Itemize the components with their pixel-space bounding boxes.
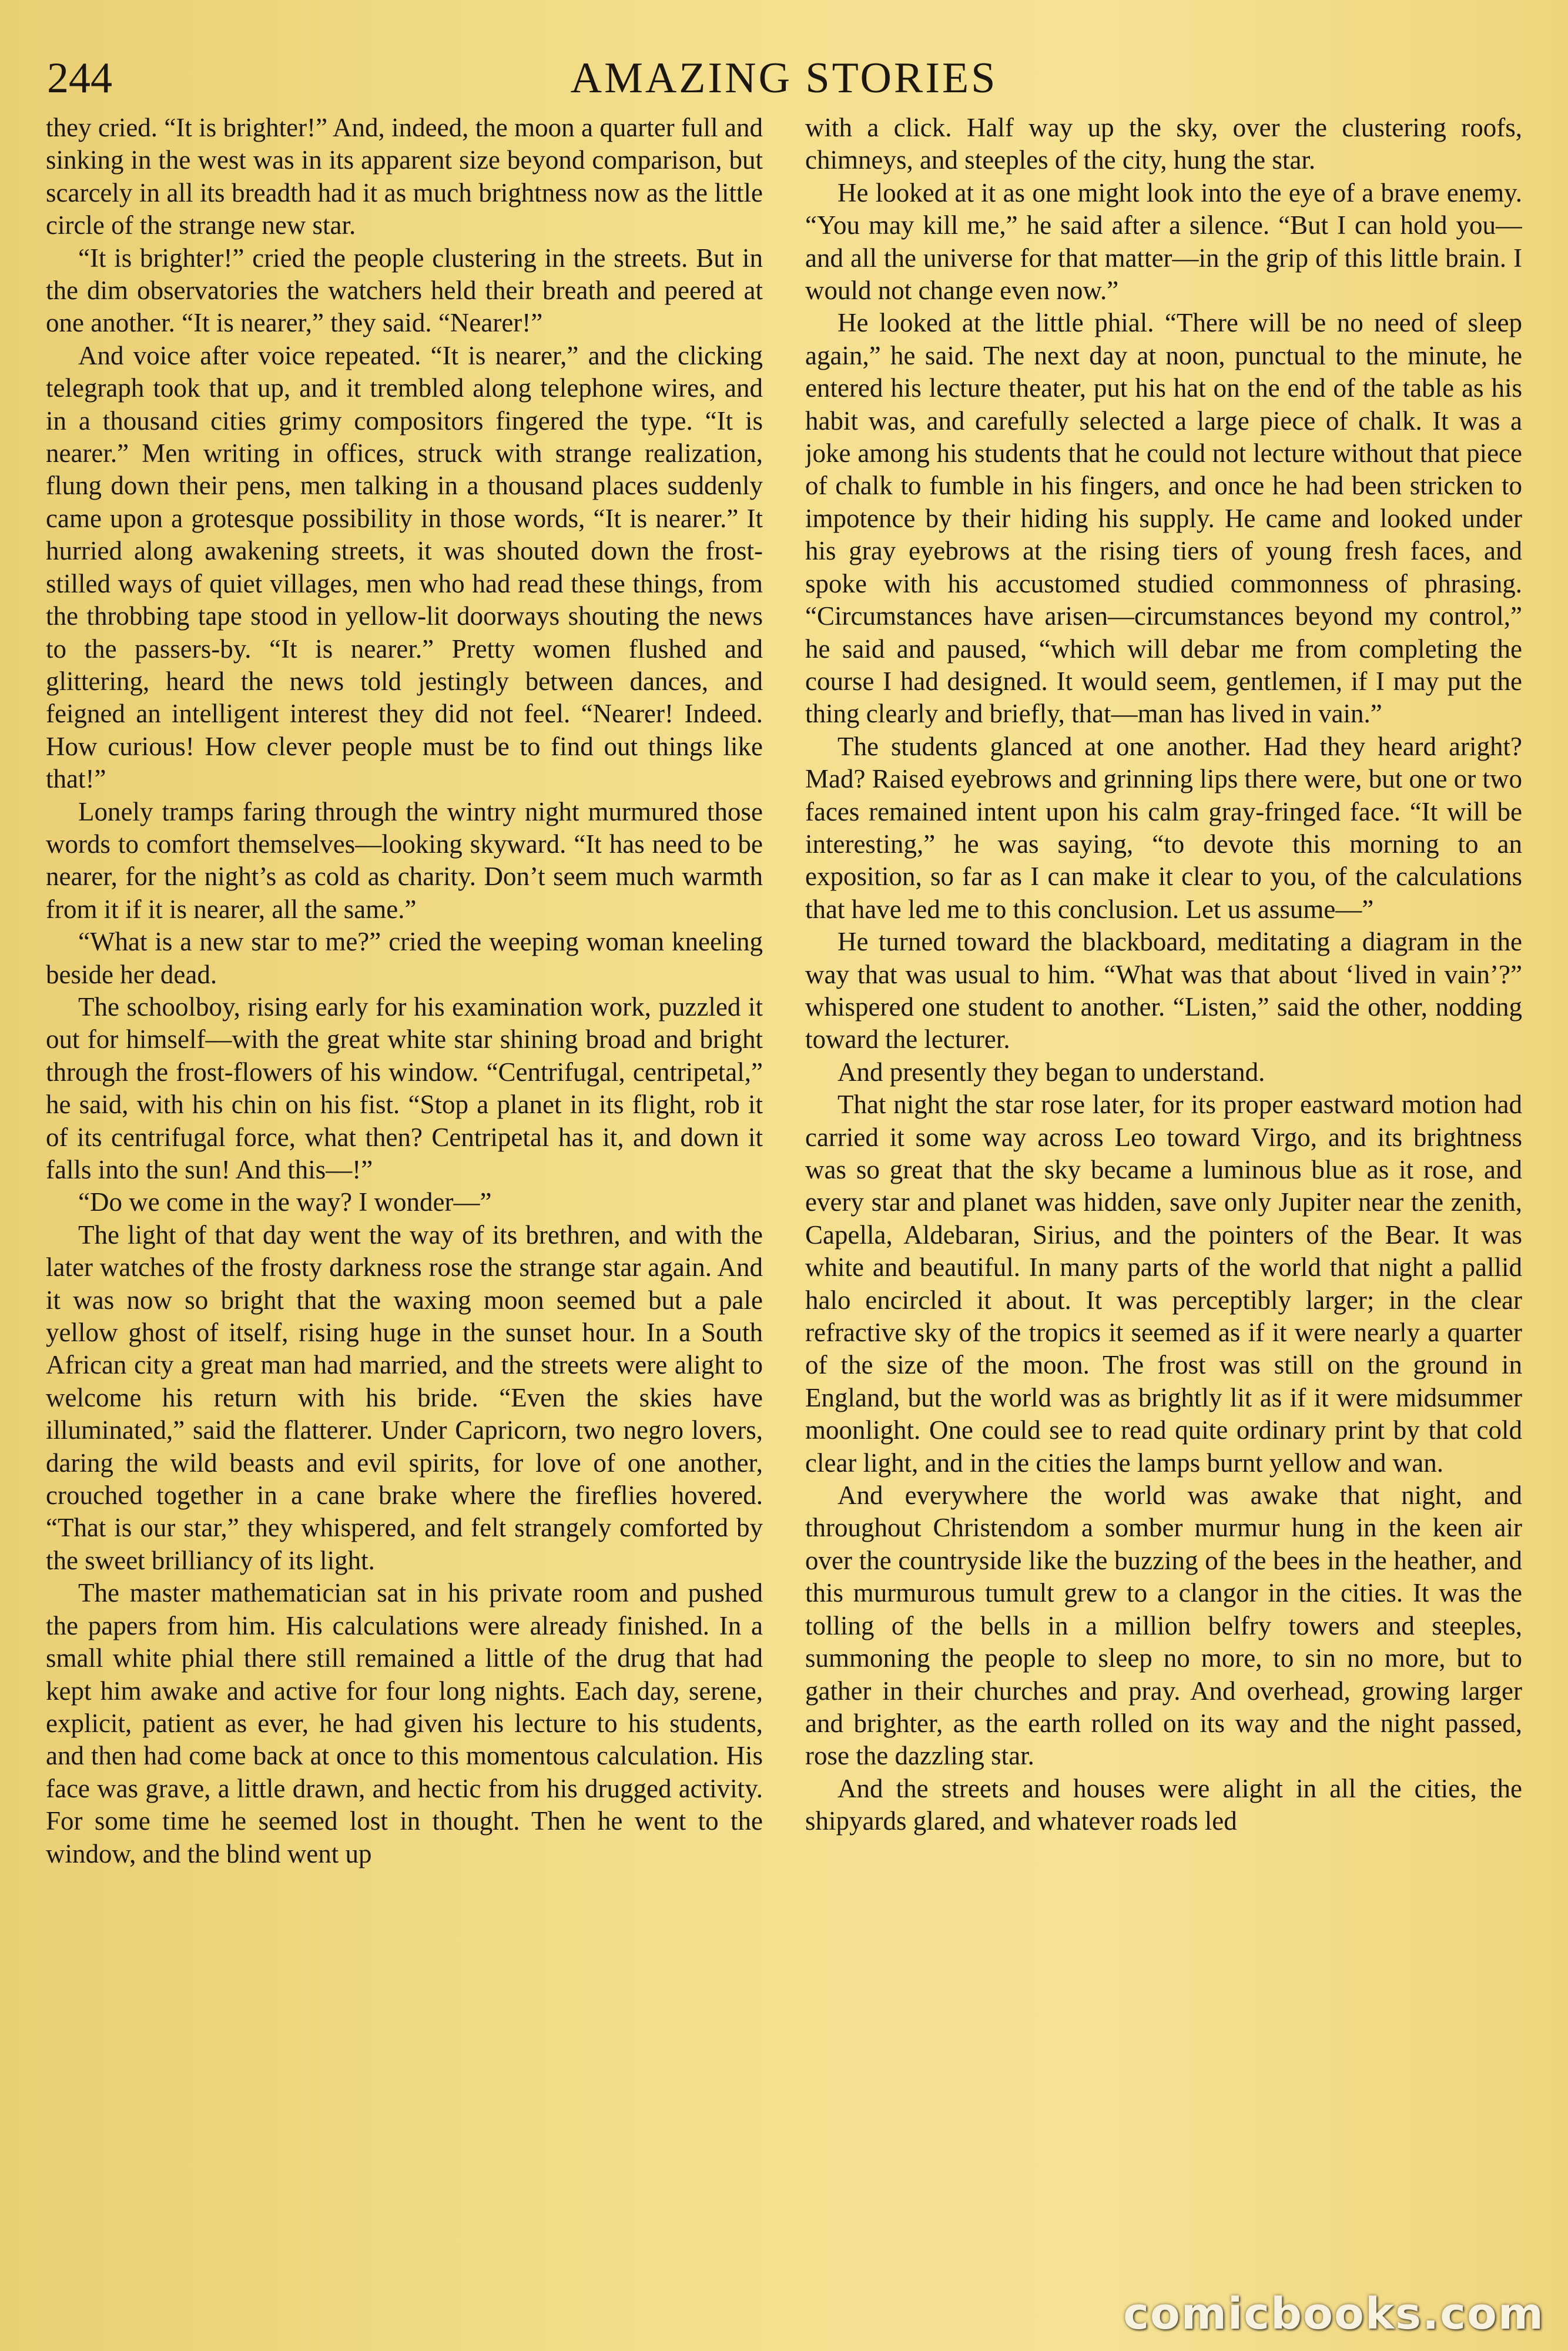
right-column [805,112,1522,2339]
paragraph: And everywhere the world was awake that night, and throughout Christendom a somber murmur hung in the keen air over the countryside like the buzzing of the bees in the heather, and this murmurous tumult grew to a clangor in the cities. It was the tolling of the bells in a million belfry towers and steeples, summoning the people to sleep no more, to sin no more, but to gather in their churches and pray. And overhead, growing larger and brighter, as the earth rolled on its way and the night passed, rose the dazzling star. [805,1481,1522,1771]
paragraph: The master mathematician sat in his private room and pushed the papers from him. His calculations were already finished. In a small white phial there still remained a little of the drug that had kept him awake and active for four long nights. Each day, serene, explicit, patient as ever, he had given his lecture to his students, and then had come back at once to this momentous calculation. His face was grave, a little drawn, and hectic from his drugged activity. For some time he seemed lost in thought. Then he went to the window, and the blind went up [46,1578,763,1868]
paragraph: Lonely tramps faring through the wintry night murmured those words to comfort themselves—looking skyward. “It has need to be nearer, for the night’s as cold as charity. Don’t seem much warmth from it if it is nearer, all the same.” [46,796,763,924]
left-column [46,112,763,2339]
paragraph: “What is a new star to me?” cried the weeping woman kneeling beside her dead. [46,927,763,989]
paragraph: That night the star rose later, for its proper eastward motion had carried it some way across Leo toward Virgo, and its brightness was so great that the sky became a luminous blue as it rose, and every star and planet was hidden, save only Jupiter near the zenith, Capella, Aldebaran, Sirius, and the pointers of the Bear. It was white and beautiful. In many parts of the world that night a pallid halo encircled it about. It was perceptibly larger; in the clear refractive sky of the tropics it seemed as if it were nearly a quarter of the size of the moon. The frost was still on the ground in England, but the world was as brightly lit as if it were midsummer moonlight. One could see to read quite ordinary print by that cold clear light, and in the cities the lamps burnt yellow and wan. [805,1090,1522,1478]
paragraph: The students glanced at one another. Had they heard aright? Mad? Raised eyebrows and grinning lips there were, but one or two faces remained intent upon his calm gray-fringed face. “It will be interesting,” he was saying, “to devote this morning to an exposition, so far as I can make it clear to you, of the calculations that have led me to this conclusion. Let us assume—” [805,731,1522,924]
running-title: AMAZING STORIES [570,54,998,102]
text-columns [46,112,1522,2339]
paragraph: He looked at it as one might look into the eye of a brave enemy. “You may kill me,” he said after a silence. “But I can hold you—and all the universe for that matter—in the grip of this little brain. I would not change even now.” [805,178,1522,306]
paragraph: And the streets and houses were alight in all the cities, the shipyards glared, and whatever roads led [805,1773,1522,1836]
paragraph: “Do we come in the way? I wonder—” [78,1187,492,1217]
paragraph: with a click. Half way up the sky, over the clustering roofs, chimneys, and steeples of the city, hung the star. [805,113,1522,175]
paragraph: The light of that day went the way of its brethren, and with the later watches of the frosty darkness rose the strange star again. And it was now so bright that the waxing moon seemed but a pale yellow ghost of itself, rising huge in the sunset hour. In a South African city a great man had married, and the streets were alight to welcome his return with his bride. “Even the skies have illuminated,” said the flatterer. Under Capricorn, two negro lovers, daring the wild beasts and evil spirits, for love of one another, crouched together in a cane brake where the fireflies hovered. “That is our star,” they whispered, and felt strangely comforted by the sweet brilliancy of its light. [46,1220,763,1575]
paragraph: “It is brighter!” cried the people clustering in the streets. But in the dim observatories the watchers held their breath and peered at one another. “It is nearer,” they said. “Nearer!” [46,243,763,338]
paragraph: He turned toward the blackboard, meditating a diagram in the way that was usual to him. “What was that about ‘lived in vain’?” whispered one student to another. “Listen,” said the other, nodding toward the lecturer. [805,927,1522,1054]
page-header [47,46,1521,110]
paragraph: they cried. “It is brighter!” And, indeed, the moon a quarter full and sinking in the west was in its apparent size beyond comparison, but scarcely in all its breadth had it as much brightness now as the little circle of the strange new star. [46,113,763,240]
paragraph: And presently they began to understand. [837,1057,1265,1087]
paragraph: And voice after voice repeated. “It is nearer,” and the clicking telegraph took that up, and it trembled along telephone wires, and in a thousand cities grimy compositors fingered the type. “It is nearer.” Men writing in offices, struck with strange realization, flung down their pens, men talking in a thousand places suddenly came upon a grotesque possibility in those words, “It is nearer.” It hurried along awakening streets, it was shouted down the frost-stilled ways of quiet villages, men who had read these things, from the throbbing tape stood in yellow-lit doorways shouting the news to the passers-by. “It is nearer.” Pretty women flushed and glittering, heard the news told jestingly between dances, and feigned an intelligent interest they did not feel. “Nearer! Indeed. How curious! How clever people must be to find out things like that!” [46,340,763,794]
paragraph: He looked at the little phial. “There will be no need of sleep again,” he said. The next day at noon, punctual to the minute, he entered his lecture theater, put his hat on the end of the table as his habit was, and carefully selected a large piece of chalk. It was a joke among his students that he could not lecture without that piece of chalk to fumble in his fingers, and once he had been stricken to impotence by their hiding his supply. He came and looked under his gray eyebrows at the rising tiers of young fresh faces, and spoke with his accustomed studied commonness of phrasing. “Circumstances have arisen—circumstances beyond my control,” he said and paused, “which will debar me from completing the course I had designed. It would seem, gentlemen, if I may put the thing clearly and briefly, that—man has lived in vain.” [805,308,1522,729]
watermark: comicbooks.com [1123,2289,1544,2339]
page-number: 244 [47,54,112,102]
paragraph: The schoolboy, rising early for his examination work, puzzled it out for himself—with the great white star shining broad and bright through the frost-flowers of his window. “Centrifugal, centripetal,” he said, with his chin on his fist. “Stop a planet in its flight, rob it of its centrifugal force, what then? Centripetal has it, and down it falls into the sun! And this—!” [46,992,763,1184]
